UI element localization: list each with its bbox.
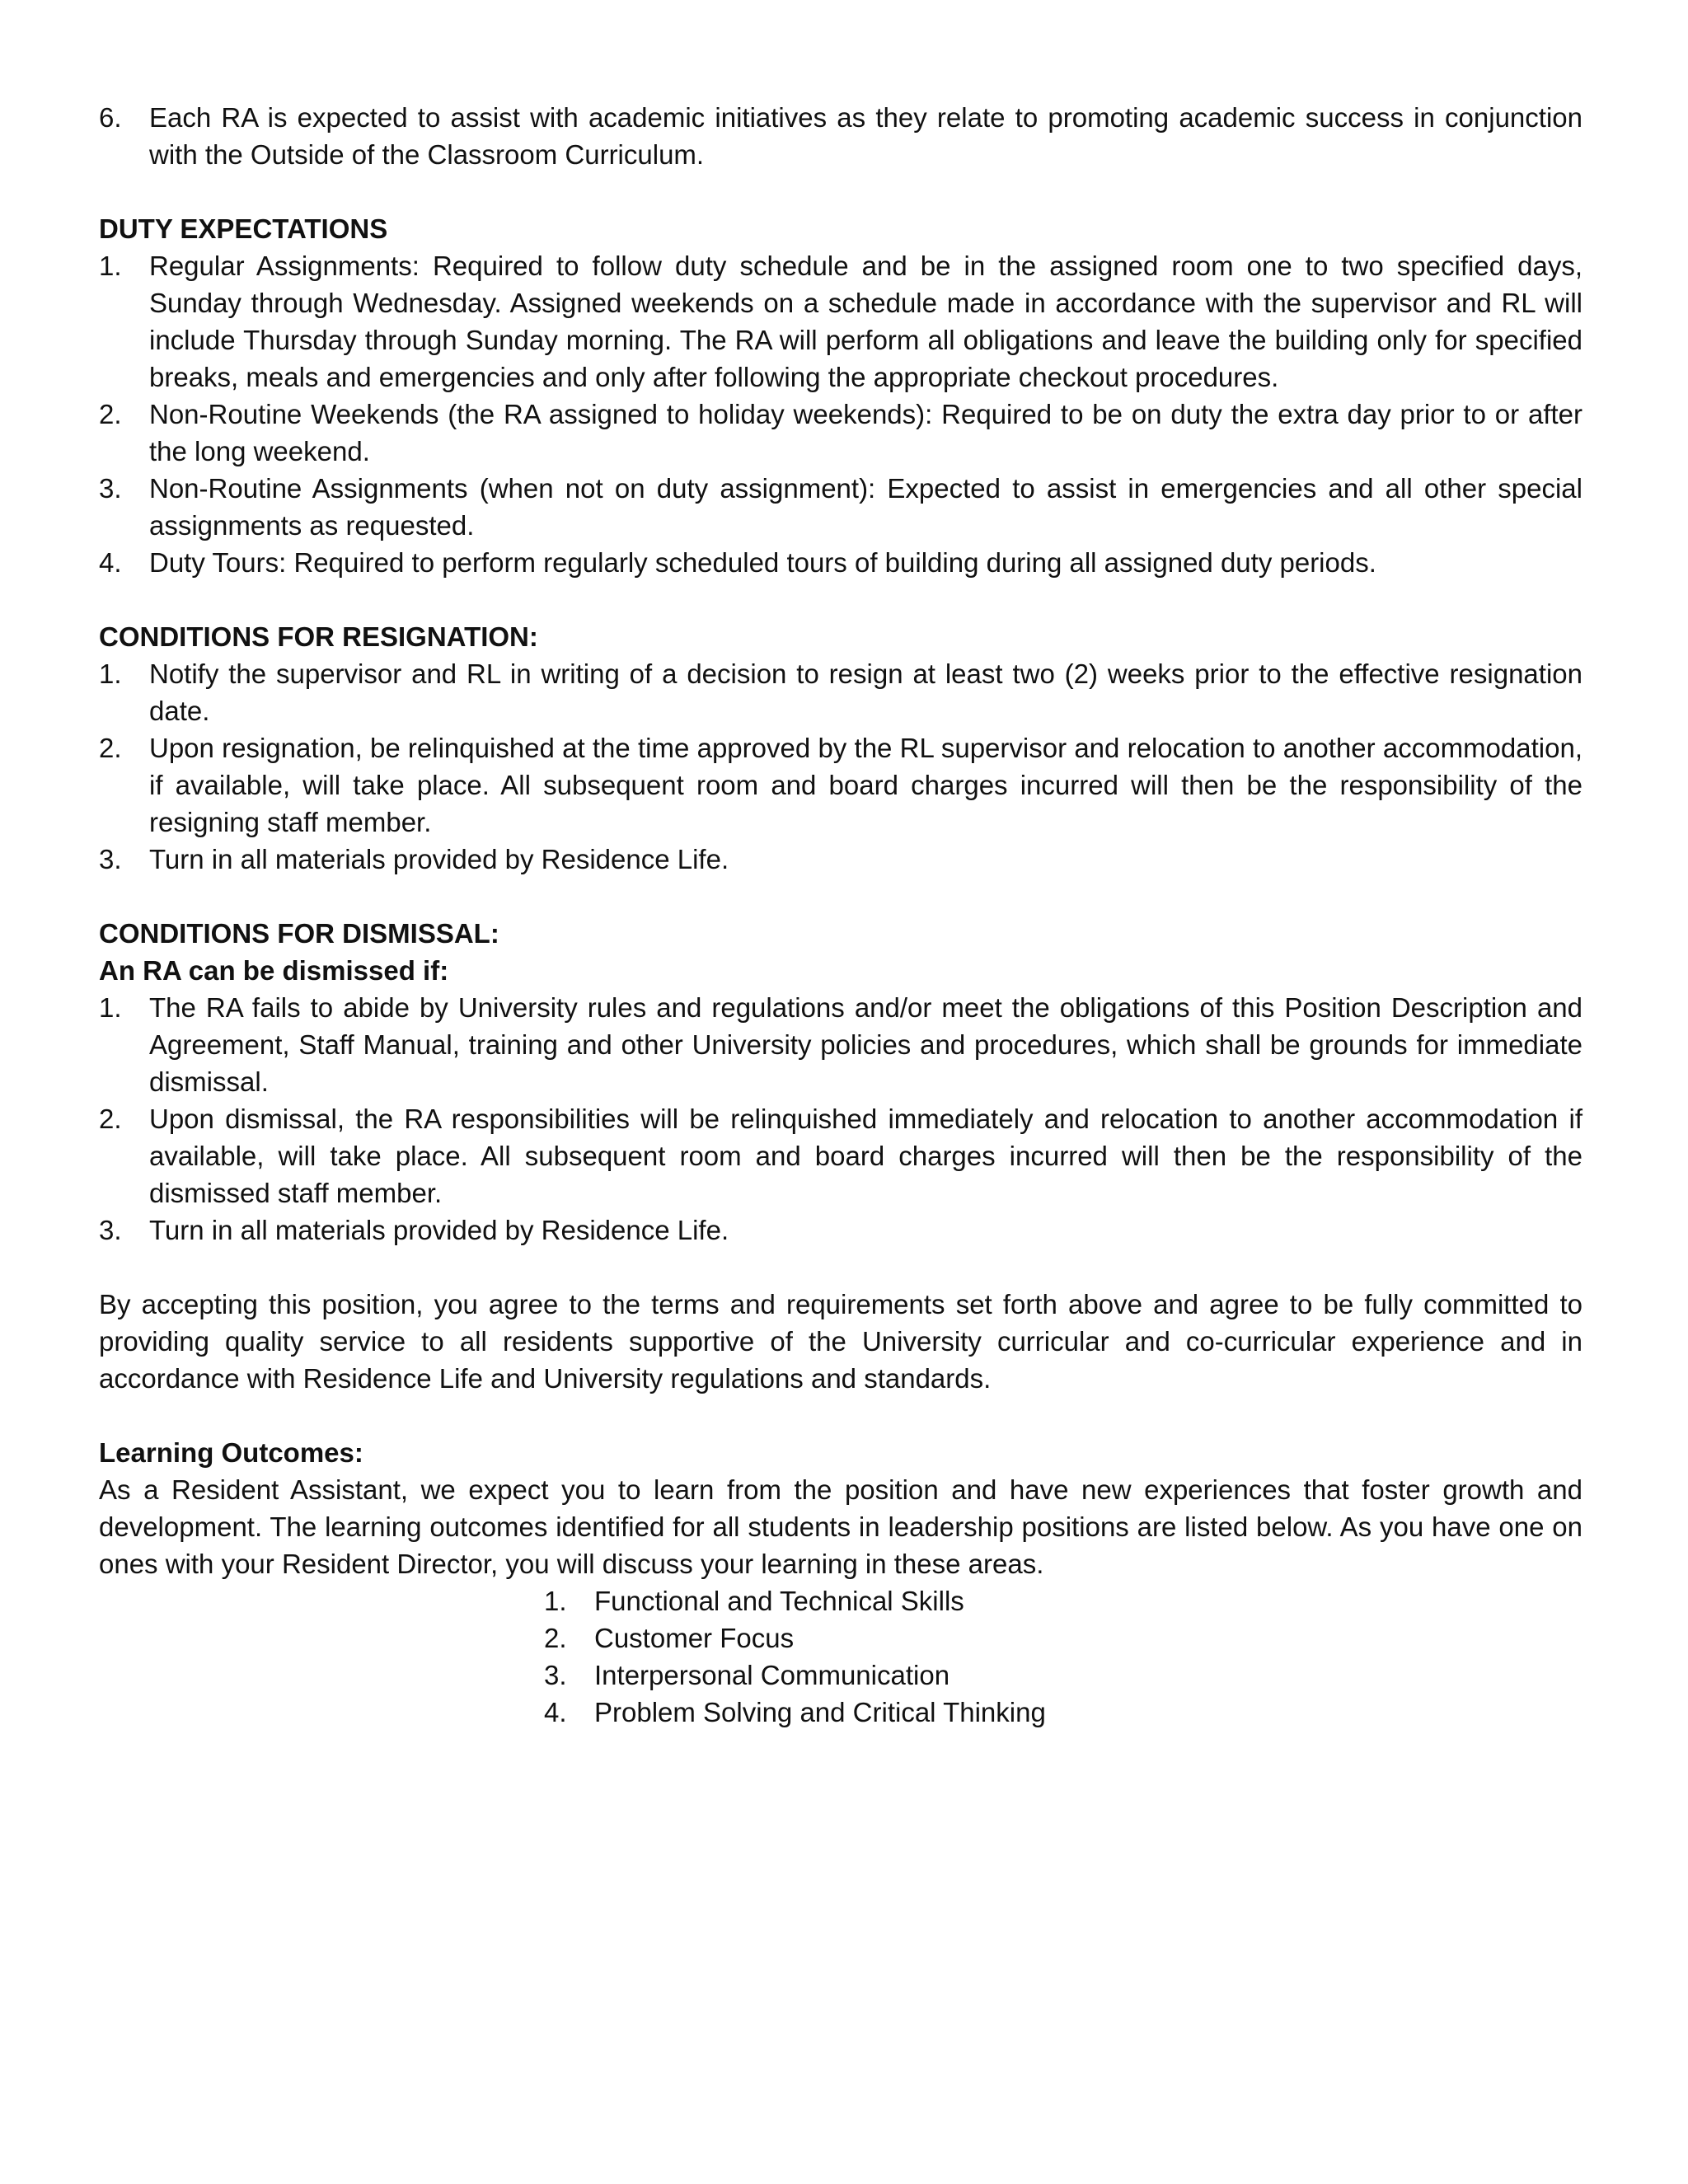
learning-paragraph: As a Resident Assistant, we expect you to learn from the position and have new experiences that foster growth and development. The learning outcomes identified for all students in leadership positions are listed below. As you have one on ones with your Resident Director, you will discuss your learning in these areas. [99,1474,1582,1579]
dismissal-list [99,989,1582,1249]
list-item [544,1619,1203,1657]
item-text: Functional and Technical Skills [594,1586,964,1616]
item-text: Problem Solving and Critical Thinking [594,1697,1046,1727]
list-item [99,470,1582,544]
spacer [99,581,1582,618]
duty-list [99,247,1582,581]
list-item [99,729,1582,841]
list-item [99,247,1582,396]
list-item [99,655,1582,729]
spacer [99,1397,1582,1434]
item-number: 1. [99,251,122,281]
item-number: 1. [99,658,122,689]
item-text: Upon dismissal, the RA responsibilities will be relinquished immediately and relocation to another accommodation if available, will take place. All subsequent room and board charges incurred will then be the responsibility of the dismissed staff member. [149,1104,1582,1208]
list-item [544,1694,1203,1731]
item-number: 2. [99,1104,122,1134]
item-number: 3. [99,473,122,504]
spacer [99,1249,1582,1286]
item-number: 1. [99,992,122,1023]
item-text: The RA fails to abide by University rules and regulations and/or meet the obligations of this Position Description and Agreement, Staff Manual, training and other University policies and procedures, which shall be grounds for immediate dismissal. [149,992,1582,1097]
list-item [99,1212,1582,1249]
item-text: Non-Routine Weekends (the RA assigned to holiday weekends): Required to be on duty the extra day prior to or after the long weekend. [149,399,1582,466]
spacer [99,878,1582,915]
resignation-list [99,655,1582,878]
item-number: 2. [99,399,122,429]
list-item [544,1657,1203,1694]
dismissal-heading: CONDITIONS FOR DISMISSAL: [99,918,499,949]
intro-list [99,99,1582,173]
item-text: Non-Routine Assignments (when not on duty assignment): Expected to assist in emergencies and all other special assignments as requested. [149,473,1582,541]
list-item [99,396,1582,470]
list-item [99,841,1582,878]
learning-heading: Learning Outcomes: [99,1437,363,1468]
list-item [99,1100,1582,1212]
item-number: 4. [99,547,122,578]
item-number: 2. [544,1623,567,1653]
item-text: Upon resignation, be relinquished at the time approved by the RL supervisor and relocation to another accommodation, if available, will take place. All subsequent room and board charges incurred will then be the responsibility of the resigning staff member. [149,733,1582,837]
item-number: 3. [99,844,122,874]
item-number: 6. [99,102,122,133]
item-text: Duty Tours: Required to perform regularly scheduled tours of building during all assigned duty periods. [149,547,1376,578]
duty-heading: DUTY EXPECTATIONS [99,213,388,244]
learning-outcomes-list [544,1582,1203,1731]
list-item [544,1582,1203,1619]
spacer [99,173,1582,210]
list-item [99,989,1582,1100]
item-text: Customer Focus [594,1623,795,1653]
dismissal-subheading: An RA can be dismissed if: [99,955,449,986]
resignation-heading: CONDITIONS FOR RESIGNATION: [99,621,538,652]
document-page [99,99,1582,1731]
item-number: 2. [99,733,122,763]
list-item [99,99,1582,173]
item-text: Regular Assignments: Required to follow duty schedule and be in the assigned room one to two specified days, Sunday through Wednesday. Assigned weekends on a schedule made in accordance with the supervisor and RL will include Thursday through Sunday morning. The RA will perform all obligations and leave the building only for specified breaks, meals and emergencies and only after following the appropriate checkout procedures. [149,251,1582,392]
item-text: Turn in all materials provided by Residence Life. [149,844,729,874]
acceptance-paragraph: By accepting this position, you agree to the terms and requirements set forth above and agree to be fully committed to providing quality service to all residents supportive of the University curricular and co-curricular experience and in accordance with Residence Life and University regulations and standards. [99,1289,1582,1394]
item-number: 1. [544,1586,567,1616]
item-number: 4. [544,1697,567,1727]
item-number: 3. [544,1660,567,1690]
item-text: Notify the supervisor and RL in writing of a decision to resign at least two (2) weeks prior to the effective resignation date. [149,658,1582,726]
item-text: Turn in all materials provided by Residence Life. [149,1215,729,1245]
item-number: 3. [99,1215,122,1245]
item-text: Interpersonal Communication [594,1660,950,1690]
list-item [99,544,1582,581]
item-text: Each RA is expected to assist with academic initiatives as they relate to promoting academic success in conjunction with the Outside of the Classroom Curriculum. [149,102,1582,170]
